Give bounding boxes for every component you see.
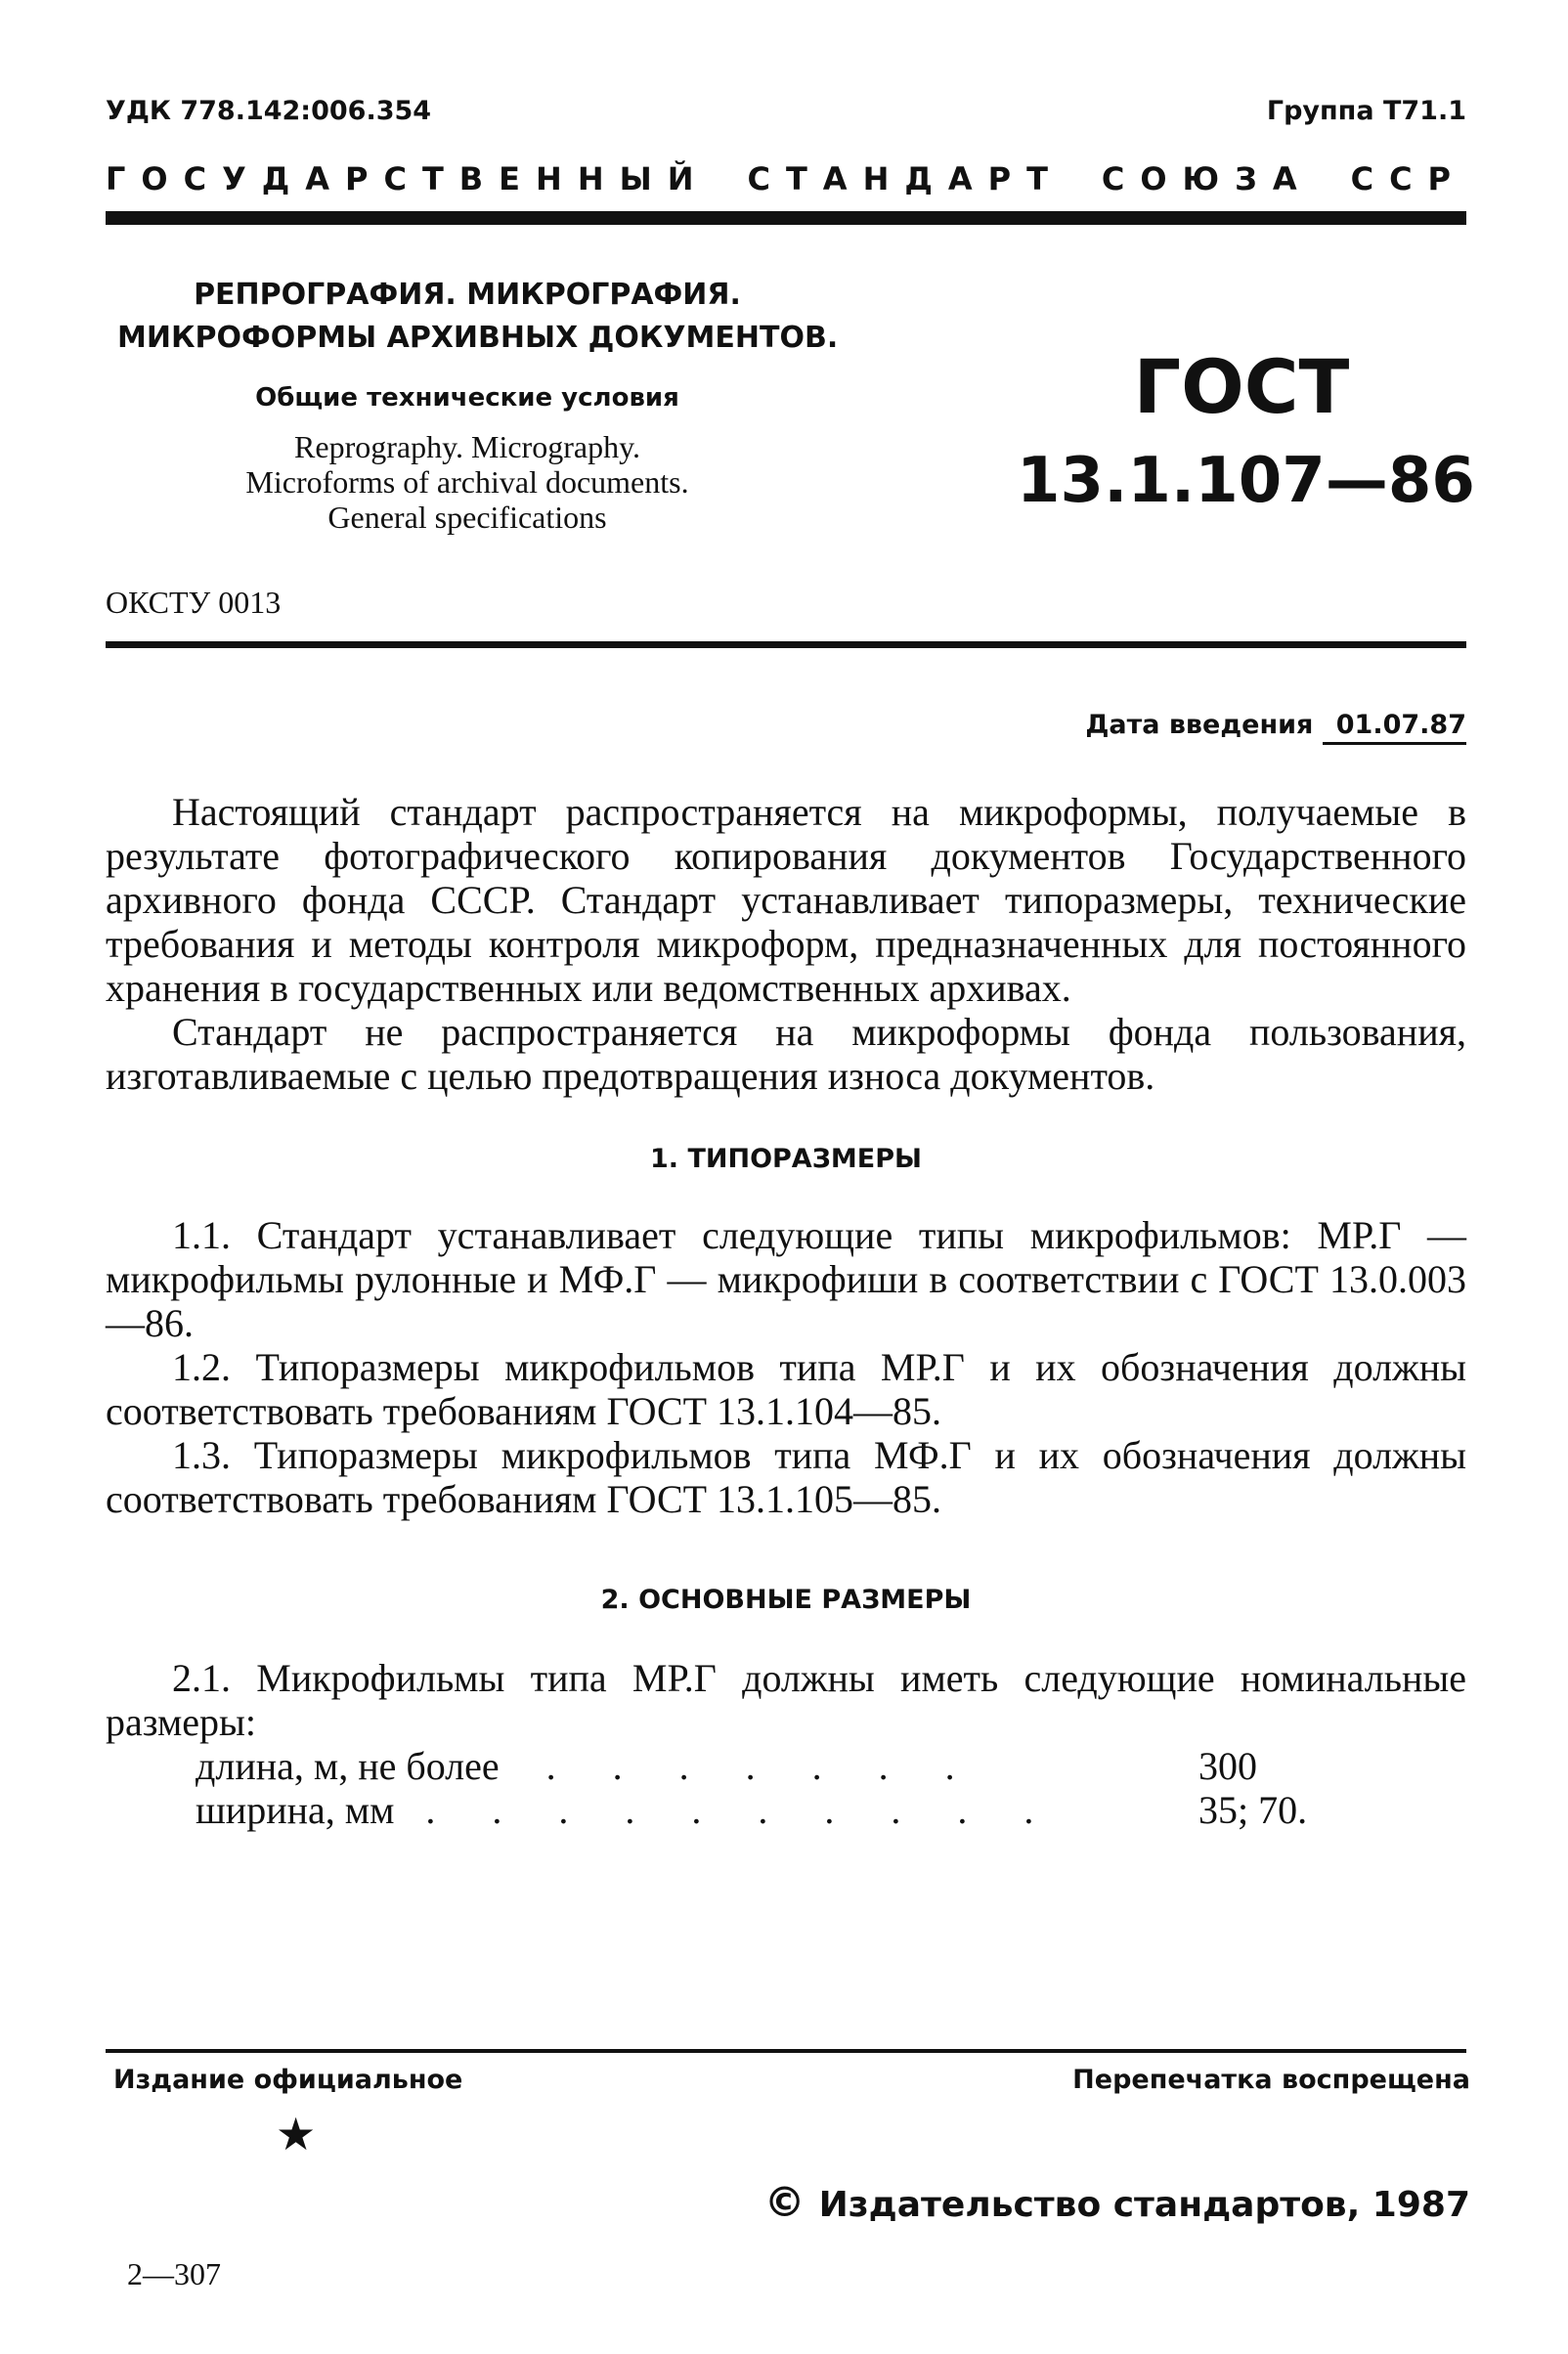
english-title-line-3: General specifications [327, 500, 607, 535]
page-code: 2—307 [127, 2256, 221, 2291]
title-line-1: РЕПРОГРАФИЯ. МИКРОГРАФИЯ. [194, 278, 741, 312]
clause-1-2: 1.2. Типоразмеры микрофильмов типа МР.Г и их обозначения должны соответствовать требованиям ГОСТ 13.1.104—85. [106, 1345, 1466, 1433]
state-standard-heading: ГОСУДАРСТВЕННЫЙ СТАНДАРТ СОЮЗА ССР [106, 160, 1466, 197]
gost-number: 13.1.107—86 [1017, 445, 1475, 517]
introduction-date-label: Дата введения [1085, 710, 1314, 740]
publisher-line [764, 2178, 1470, 2226]
section-1-heading: 1. ТИПОРАЗМЕРЫ [650, 1144, 922, 1174]
title-subtitle: Общие технические условия [255, 383, 679, 413]
dimension-row-length [196, 1744, 1369, 1788]
dimension-value: 300 [1198, 1744, 1257, 1788]
group-code: Группа Т71.1 [1266, 96, 1466, 126]
udk-code: УДК 778.142:006.354 [106, 96, 432, 126]
clause-1-1: 1.1. Стандарт устанавливает следующие типы микрофильмов: МР.Г — микрофильмы рулонные и МФ.Г — микрофиши в соответствии с ГОСТ 13.0.003—86. [106, 1213, 1466, 1345]
footer-rule [106, 2049, 1466, 2053]
english-title-line-1: Reprography. Micrography. [294, 429, 640, 464]
clause-2-1: 2.1. Микрофильмы типа МР.Г должны иметь следующие номинальные размеры: [106, 1656, 1466, 1744]
introduction-date-value: 01.07.87 [1323, 710, 1466, 745]
leader-dots: . . . . . . . [545, 1744, 979, 1788]
publisher-name: Издательство стандартов, 1987 [818, 2185, 1470, 2225]
title-line-2: МИКРОФОРМЫ АРХИВНЫХ ДОКУМЕНТОВ. [117, 321, 839, 355]
okstu-code: ОКСТУ 0013 [106, 585, 282, 620]
leader-dots: . . . . . . . . . . [425, 1788, 1058, 1832]
star-icon: ★ [276, 2108, 317, 2160]
introduction-date [1085, 710, 1466, 745]
reprint-prohibited-label: Перепечатка воспрещена [1072, 2065, 1470, 2095]
intro-paragraph-2: Стандарт не распространяется на микроформы фонда пользования, изготавливаемые с целью предотвращения износа документов. [106, 1010, 1466, 1098]
dimension-label: ширина, мм [196, 1788, 395, 1832]
dimension-label: длина, м, не более [196, 1744, 500, 1788]
dimensions-list [196, 1744, 1369, 1832]
clause-1-3: 1.3. Типоразмеры микрофильмов типа МФ.Г и их обозначения должны соответствовать требованиям ГОСТ 13.1.105—85. [106, 1433, 1466, 1521]
section-2-heading: 2. ОСНОВНЫЕ РАЗМЕРЫ [600, 1585, 972, 1615]
official-edition-label: Издание официальное [113, 2065, 463, 2095]
copyright-icon: © [763, 2178, 806, 2226]
english-title-line-2: Microforms of archival documents. [245, 464, 689, 500]
dimension-row-width [196, 1788, 1369, 1832]
title-block-rule [106, 641, 1466, 648]
gost-label: ГОСТ [1133, 343, 1350, 430]
dimension-value: 35; 70. [1198, 1788, 1308, 1832]
intro-paragraph-1: Настоящий стандарт распространяется на микроформы, получаемые в результате фотографического копирования документов Государственного архивного фонда СССР. Стандарт устанавливает типоразмеры, технические требования и методы контроля микроформ, предназначенных для постоянного хранения в государственных или ведомственных архивах. [106, 790, 1466, 1010]
document-body [106, 790, 1466, 1832]
header-thick-rule [106, 211, 1466, 225]
